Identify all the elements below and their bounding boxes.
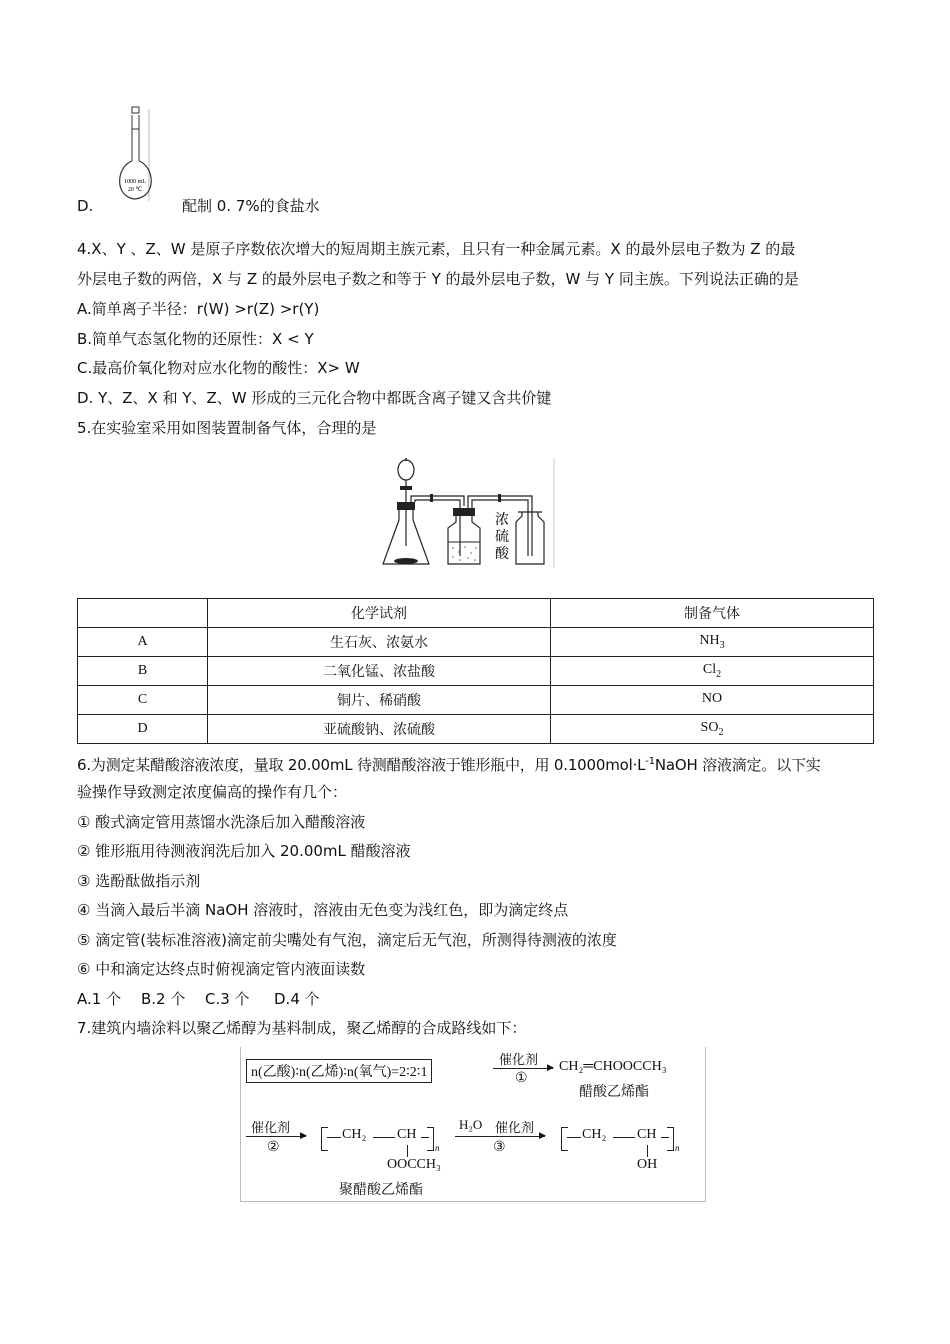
option-d-label: D. [77, 197, 94, 215]
row-option: A [78, 628, 208, 657]
polymer-1-ch2: CH₂ [342, 1127, 367, 1142]
arrow-3-head: ▶ [539, 1131, 546, 1141]
q5-options-table [77, 598, 874, 744]
q6-choice-a: A.1 个 [77, 990, 122, 1008]
row-reagent: 亚硫酸钠、浓硫酸 [208, 715, 551, 744]
q6-item-5: ⑤ 滴定管(装标准溶液)滴定前尖嘴处有气泡，滴定后无气泡，所测得待测液的浓度 [77, 931, 617, 949]
row-option: D [78, 715, 208, 744]
polymer-2-bond-down [647, 1145, 648, 1157]
catalyst-label-2: 催化剂 [251, 1121, 291, 1136]
row-reagent: 生石灰、浓氨水 [208, 628, 551, 657]
flask-volume-label: 1000 mL [124, 179, 146, 185]
polymer-1-bond-mid [373, 1137, 395, 1138]
product-vinyl-acetate-name: 醋酸乙烯酯 [579, 1084, 649, 1100]
polymer-1-side-group: OOCCH₃ [387, 1157, 441, 1172]
q4-option-b: B.简单气态氢化物的还原性：X < Y [77, 330, 314, 348]
polymer-1-n: n [435, 1143, 440, 1153]
q4-stem-line1: 4.X、Y 、Z、W 是原子序数依次增大的短周期主族元素，且只有一种金属元素。X 的最外层电子数为 Z 的最 [77, 240, 796, 258]
table-row [78, 715, 874, 744]
table-header-blank [78, 599, 208, 628]
synthesis-route-figure [240, 1047, 706, 1202]
row-gas: $SO_2$ [551, 715, 874, 744]
reactant-ratio-box: n(乙酸)∶n(乙烯)∶n(氧气)=2∶2∶1 [246, 1059, 432, 1083]
polymer-2-bond-mid [613, 1137, 635, 1138]
gas-preparation-apparatus [380, 456, 558, 570]
q6-item-4: ④ 当滴入最后半滴 NaOH 溶液时，溶液由无色变为浅红色，即为滴定终点 [77, 901, 569, 919]
row-gas: $NH_3$ [551, 628, 874, 657]
product-vinyl-acetate: CH₂═CHOOCCH₃ [559, 1059, 667, 1074]
q6-choice-c: C.3 个 [205, 990, 250, 1008]
q6-stem-line1: 6.为测定某醋酸溶液浓度，量取 20.00mL 待测醋酸溶液于锥形瓶中，用 $0.1000mol\cdot L^{-1}NaOH$ 溶液滴定。以下实 [77, 756, 821, 774]
polymer-2-ch2: CH₂ [582, 1127, 607, 1142]
arrow-1-head: ▶ [547, 1063, 554, 1073]
apparatus-label-char-3: 酸 [495, 546, 509, 562]
polymer-1-bond-down [407, 1145, 408, 1157]
q4-stem-line2: 外层电子数的两倍，X 与 Z 的最外层电子数之和等于 Y 的最外层电子数，W 与 Y 同主族。下列说法正确的是 [77, 270, 799, 288]
row-reagent: 二氧化锰、浓盐酸 [208, 657, 551, 686]
row-option: C [78, 686, 208, 715]
polymer-2-bracket-left [561, 1127, 568, 1151]
row-reagent: 铜片、稀硝酸 [208, 686, 551, 715]
catalyst-label-1: 催化剂 [499, 1053, 539, 1068]
q6-choice-d: D.4 个 [274, 990, 320, 1008]
table-row [78, 657, 874, 686]
polymer-1-bracket-left [321, 1127, 328, 1151]
step-1-label: ① [515, 1071, 528, 1086]
apparatus-label-char-1: 浓 [495, 512, 509, 528]
q5-stem: 5.在实验室采用如图装置制备气体，合理的是 [77, 419, 377, 437]
table-header-reagent: 化学试剂 [208, 599, 551, 628]
polymer-1-bond-left [327, 1137, 341, 1138]
q4-option-c: C.最高价氧化物对应水化物的酸性：X> W [77, 359, 360, 377]
q7-stem: 7.建筑内墙涂料以聚乙烯醇为基料制成，聚乙烯醇的合成路线如下： [77, 1019, 527, 1037]
flask-temp-label: 20 ℃ [127, 187, 143, 193]
step-3-label: ③ [493, 1140, 506, 1155]
polymer-2-side-group: OH [637, 1157, 658, 1172]
q6-item-1: ① 酸式滴定管用蒸馏水洗涤后加入醋酸溶液 [77, 813, 366, 831]
table-header-row [78, 599, 874, 628]
arrow-1 [493, 1068, 553, 1069]
polymer-1-ch: CH [397, 1127, 417, 1142]
polymer-2-bracket-right [667, 1127, 674, 1151]
q6-stem-line2: 验操作导致测定浓度偏高的操作有几个： [77, 783, 348, 801]
polymer-2-ch: CH [637, 1127, 657, 1142]
polymer-1-name: 聚醋酸乙烯酯 [339, 1182, 423, 1198]
q6-item-6: ⑥ 中和滴定达终点时俯视滴定管内液面读数 [77, 960, 366, 978]
table-row [78, 628, 874, 657]
step-2-label: ② [267, 1140, 280, 1155]
q6-item-2: ② 锥形瓶用待测液润洗后加入 20.00mL 醋酸溶液 [77, 842, 411, 860]
polymer-1-bracket-right [427, 1127, 434, 1151]
water-reagent: H₂O [459, 1117, 483, 1132]
table-header-gas: 制备气体 [551, 599, 874, 628]
polymer-2-n: n [675, 1143, 680, 1153]
row-gas: NO [551, 686, 874, 715]
volumetric-flask-figure [112, 105, 164, 205]
q4-option-d: D. Y、Z、X 和 Y、Z、W 形成的三元化合物中都既含离子键又含共价键 [77, 389, 552, 407]
arrow-3 [455, 1136, 545, 1137]
catalyst-label-3: 催化剂 [495, 1121, 535, 1136]
row-option: B [78, 657, 208, 686]
arrow-2-head: ▶ [300, 1131, 307, 1141]
option-d-text: 配制 0. 7%的食盐水 [182, 197, 320, 215]
arrow-2 [246, 1136, 306, 1137]
apparatus-label-char-2: 硫 [495, 529, 509, 545]
row-gas: $Cl_2$ [551, 657, 874, 686]
polymer-2-bond-left [567, 1137, 581, 1138]
table-row [78, 686, 874, 715]
q6-item-3: ③ 选酚酞做指示剂 [77, 872, 201, 890]
q4-option-a: A.简单离子半径：r(W) >r(Z) >r(Y) [77, 300, 320, 318]
q6-choice-b: B.2 个 [141, 990, 186, 1008]
